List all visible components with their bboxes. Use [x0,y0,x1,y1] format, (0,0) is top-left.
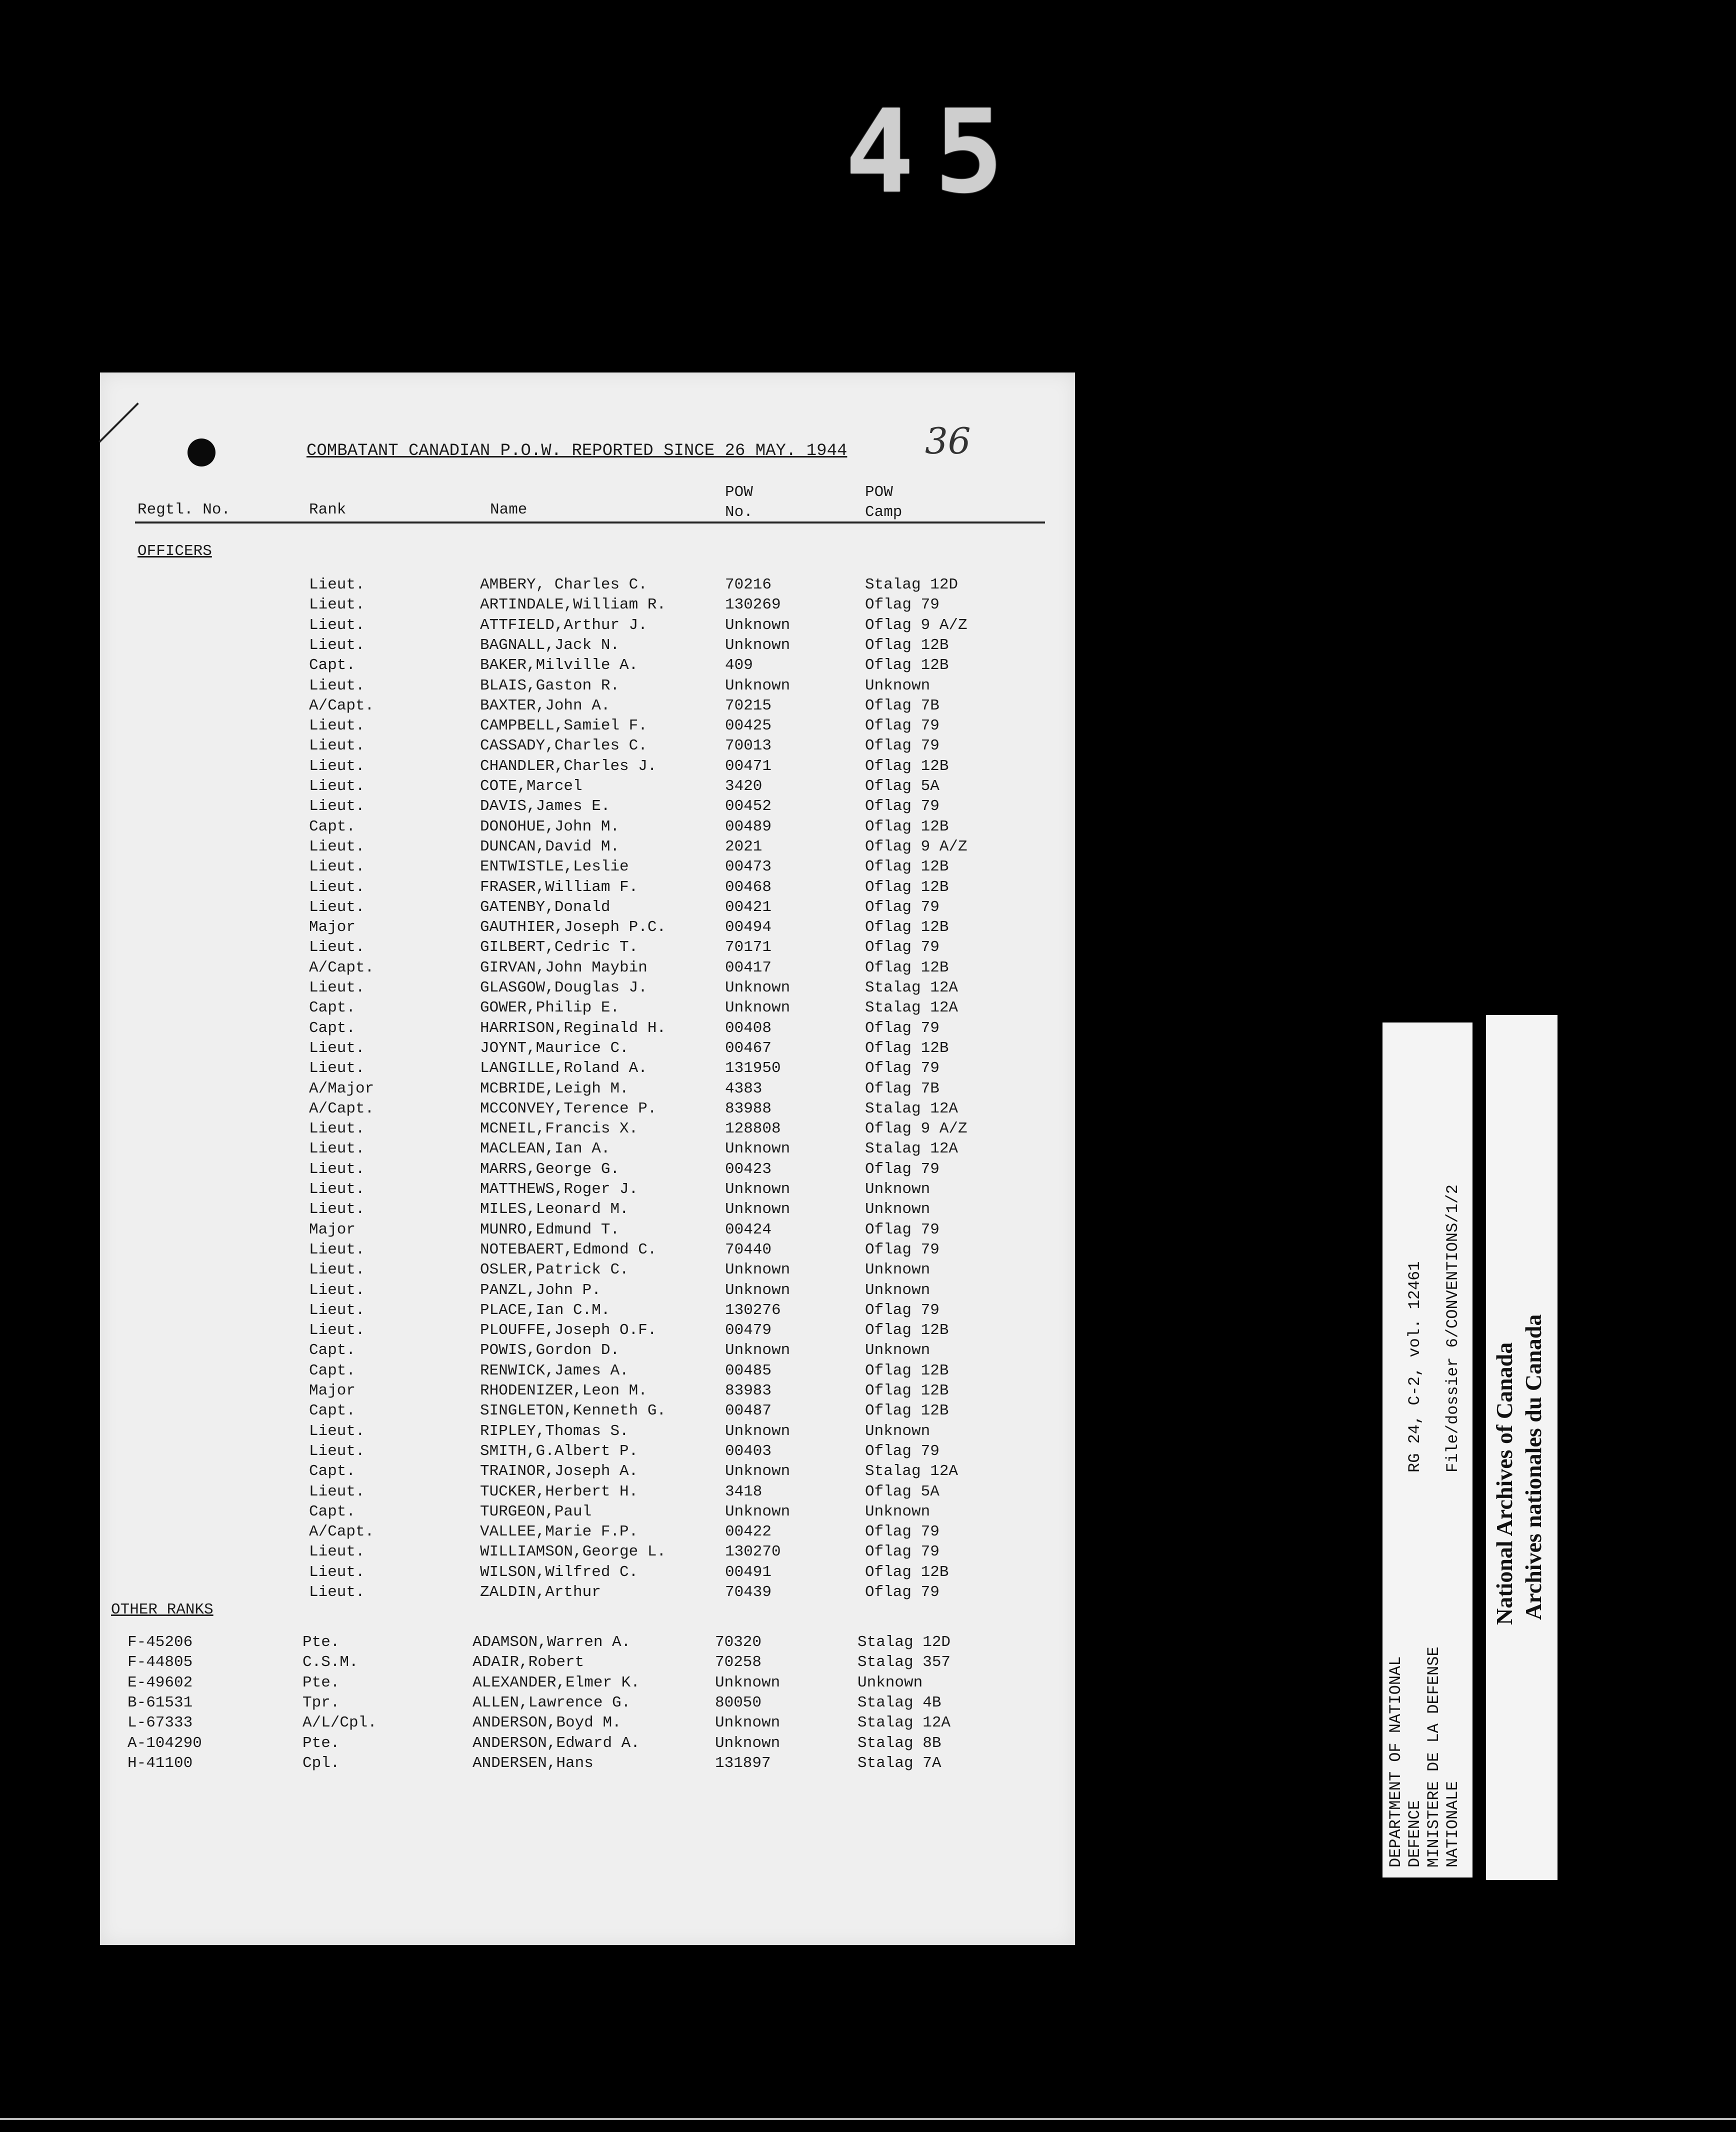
cell-name: ANDERSEN,Hans [472,1754,594,1772]
cell-pow-no: 00485 [725,1362,772,1380]
cell-rank: Cpl. [302,1754,340,1772]
cell-camp: Oflag 12B [865,858,949,876]
cell-rank: Lieut. [309,1160,365,1178]
cell-pow-no: 83988 [725,1100,772,1118]
cell-rank: Lieut. [309,1322,365,1340]
cell-pow-no: 00487 [725,1402,772,1420]
cell-pow-no: 83983 [725,1382,772,1400]
handwritten-page-number: 36 [925,420,971,462]
cell-camp: Stalag 12D [858,1634,951,1651]
cell-rank: A/Capt. [309,1100,374,1118]
cell-camp: Stalag 357 [858,1654,951,1672]
cell-rank: Capt. [309,1342,356,1360]
cell-name: GLASGOW,Douglas J. [480,979,648,996]
cell-camp: Oflag 12B [865,1039,949,1057]
cell-name: ADAIR,Robert [472,1654,584,1672]
cell-camp: Stalag 12A [865,979,958,996]
cell-rank: Lieut. [309,838,365,856]
cell-pow-no: 70171 [725,938,772,956]
cell-camp: Oflag 7B [865,1080,940,1098]
cell-camp: Unknown [865,1180,930,1198]
cell-name: ALLEN,Lawrence G. [472,1694,631,1712]
cell-name: BLAIS,Gaston R. [480,676,620,694]
cell-pow-no: 00489 [725,818,772,836]
cell-pow-no: Unknown [725,1502,790,1520]
cell-name: SMITH,G.Albert P. [480,1442,638,1460]
cell-rank: Lieut. [309,576,365,594]
cell-name: MCNEIL,Francis X. [480,1120,638,1138]
cell-pow-no: 00424 [725,1220,772,1238]
bottom-rule [0,2118,1736,2120]
cell-camp: Stalag 12A [865,1140,958,1158]
stamp-line-1: National Archives of Canada [1492,1342,1517,1625]
cell-camp: Oflag 12B [865,656,949,674]
cell-name: ALEXANDER,Elmer K. [472,1674,640,1692]
cell-camp: Stalag 4B [858,1694,942,1712]
cell-rank: Lieut. [309,1281,365,1299]
cell-name: ARTINDALE,William R. [480,596,666,614]
cell-name: TURGEON,Paul [480,1502,592,1520]
cell-rank: Lieut. [309,596,365,614]
cell-camp: Oflag 12B [865,1322,949,1340]
cell-rank: Lieut. [309,1543,365,1561]
cell-name: BAKER,Milville A. [480,656,638,674]
cell-pow-no: 3418 [725,1482,762,1500]
cell-camp: Oflag 79 [865,938,940,956]
header-pow-camp [865,482,902,522]
cell-regtl-no: F-44805 [128,1654,193,1672]
cell-name: BAXTER,John A. [480,696,610,714]
cell-name: RHODENIZER,Leon M. [480,1382,648,1400]
cell-rank: Lieut. [309,1482,365,1500]
archive-reference-text [1382,1022,1472,1878]
cell-camp: Oflag 79 [865,1220,940,1238]
cell-camp: Oflag 12B [865,918,949,936]
header-pow-camp-line1: POW [865,484,893,501]
cell-rank: Tpr. [302,1694,340,1712]
cell-camp: Oflag 12B [865,818,949,836]
cell-rank: A/Major [309,1080,374,1098]
cell-regtl-no: B-61531 [128,1694,193,1712]
cell-pow-no: Unknown [725,616,790,634]
cell-pow-no: 3420 [725,778,762,795]
cell-rank: Lieut. [309,1584,365,1601]
cell-pow-no: 00423 [725,1160,772,1178]
cell-name: OSLER,Patrick C. [480,1261,629,1279]
cell-camp: Oflag 79 [865,1301,940,1319]
cell-camp: Oflag 12B [865,757,949,775]
cell-name: SINGLETON,Kenneth G. [480,1402,666,1420]
label-line-3: MINISTERE DE LA DEFENSE [1424,1646,1443,1868]
cell-name: ANDERSON,Boyd M. [472,1714,622,1732]
cell-regtl-no: F-45206 [128,1634,193,1651]
cell-pow-no: Unknown [725,1140,790,1158]
cell-name: ANDERSON,Edward A. [472,1734,640,1752]
cell-pow-no: 130270 [725,1543,781,1561]
cell-name: LANGILLE,Roland A. [480,1060,648,1078]
cell-pow-no: 4383 [725,1080,762,1098]
archive-stamp-text [1486,1015,1558,1880]
cell-rank: Capt. [309,999,356,1017]
cell-name: TUCKER,Herbert H. [480,1482,638,1500]
cell-camp: Oflag 79 [865,1584,940,1601]
cell-rank: Lieut. [309,1261,365,1279]
punch-hole [188,438,216,466]
archive-reference-label [1382,1022,1472,1878]
cell-rank: Capt. [309,1502,356,1520]
cell-rank: Lieut. [309,1422,365,1440]
cell-rank: Pte. [302,1634,340,1651]
cell-name: ENTWISTLE,Leslie [480,858,629,876]
cell-rank: A/L/Cpl. [302,1714,377,1732]
cell-pow-no: 70013 [725,737,772,755]
cell-pow-no: Unknown [725,999,790,1017]
cell-pow-no: 70216 [725,576,772,594]
cell-name: AMBERY, Charles C. [480,576,648,594]
cell-name: PANZL,John P. [480,1281,601,1299]
cell-camp: Unknown [865,1502,930,1520]
cell-name: COTE,Marcel [480,778,582,795]
cell-name: GATENBY,Donald [480,898,610,916]
cell-rank: Lieut. [309,676,365,694]
cell-name: MCBRIDE,Leigh M. [480,1080,629,1098]
header-pow-no-line2: No. [725,504,753,521]
cell-name: MCCONVEY,Terence P. [480,1100,657,1118]
cell-name: VALLEE,Marie F.P. [480,1523,638,1541]
cell-camp: Oflag 12B [865,636,949,654]
cell-pow-no: 00421 [725,898,772,916]
cell-camp: Oflag 79 [865,1523,940,1541]
cell-camp: Oflag 79 [865,1019,940,1037]
cell-camp: Unknown [865,1200,930,1218]
cell-camp: Oflag 79 [865,1240,940,1258]
cell-pow-no: 130269 [725,596,781,614]
cell-camp: Oflag 9 A/Z [865,1120,968,1138]
cell-regtl-no: A-104290 [128,1734,202,1752]
cell-camp: Stalag 8B [858,1734,942,1752]
cell-name: RIPLEY,Thomas S. [480,1422,629,1440]
label-line-2: DEFENCE [1406,1800,1424,1868]
cell-pow-no: 00494 [725,918,772,936]
cell-pow-no: 00471 [725,757,772,775]
cell-rank: Major [309,918,356,936]
cell-rank: Lieut. [309,737,365,755]
cell-camp: Oflag 79 [865,596,940,614]
cell-camp: Unknown [858,1674,923,1692]
cell-name: FRASER,William F. [480,878,638,896]
cell-rank: Lieut. [309,979,365,996]
cell-rank: Capt. [309,1462,356,1480]
cell-camp: Oflag 79 [865,1543,940,1561]
pen-mark [98,402,139,443]
cell-rank: Lieut. [309,858,365,876]
cell-rank: Lieut. [309,1039,365,1057]
cell-name: HARRISON,Reginald H. [480,1019,666,1037]
cell-rank: A/Capt. [309,696,374,714]
cell-pow-no: Unknown [725,1422,790,1440]
cell-camp: Stalag 12D [865,576,958,594]
cell-name: GILBERT,Cedric T. [480,938,638,956]
cell-name: MATTHEWS,Roger J. [480,1180,638,1198]
cell-pow-no: Unknown [725,676,790,694]
cell-pow-no: Unknown [725,1200,790,1218]
cell-pow-no: 80050 [715,1694,762,1712]
header-pow-camp-line2: Camp [865,504,902,521]
header-rank: Rank [309,501,346,518]
header-regtl-no: Regtl. No. [138,501,231,518]
cell-regtl-no: E-49602 [128,1674,193,1692]
archive-stamp [1486,1015,1558,1880]
cell-rank: Pte. [302,1674,340,1692]
cell-camp: Unknown [865,676,930,694]
cell-name: CHANDLER,Charles J. [480,757,657,775]
header-pow-no [725,482,753,522]
cell-camp: Stalag 12A [858,1714,951,1732]
label-line-1: DEPARTMENT OF NATIONAL [1386,1656,1405,1868]
cell-rank: Lieut. [309,1563,365,1581]
cell-pow-no: 131897 [715,1754,771,1772]
cell-name: MUNRO,Edmund T. [480,1220,620,1238]
cell-camp: Oflag 79 [865,1060,940,1078]
cell-rank: Lieut. [309,616,365,634]
cell-pow-no: 70215 [725,696,772,714]
cell-rank: Lieut. [309,757,365,775]
cell-name: NOTEBAERT,Edmond C. [480,1240,657,1258]
cell-rank: A/Capt. [309,1523,374,1541]
cell-pow-no: 00425 [725,717,772,735]
cell-camp: Oflag 79 [865,898,940,916]
cell-pow-no: 70439 [725,1584,772,1601]
cell-name: ADAMSON,Warren A. [472,1634,631,1651]
cell-name: MARRS,George G. [480,1160,620,1178]
cell-rank: Lieut. [309,938,365,956]
cell-rank: Lieut. [309,898,365,916]
cell-pow-no: Unknown [715,1734,780,1752]
cell-rank: Capt. [309,1402,356,1420]
cell-camp: Oflag 5A [865,778,940,795]
cell-name: RENWICK,James A. [480,1362,629,1380]
cell-name: GIRVAN,John Maybin [480,958,648,976]
cell-regtl-no: H-41100 [128,1754,193,1772]
cell-rank: Lieut. [309,1120,365,1138]
cell-rank: Major [309,1220,356,1238]
cell-name: JOYNT,Maurice C. [480,1039,629,1057]
label-line-4: NATIONALE [1444,1781,1462,1868]
cell-pow-no: Unknown [715,1674,780,1692]
cell-name: WILLIAMSON,George L. [480,1543,666,1561]
cell-rank: Capt. [309,1362,356,1380]
cell-camp: Unknown [865,1342,930,1360]
cell-name: ATTFIELD,Arthur J. [480,616,648,634]
cell-camp: Oflag 12B [865,1362,949,1380]
stamp-line-2: Archives nationales du Canada [1520,1314,1546,1620]
cell-rank: A/Capt. [309,958,374,976]
cell-pow-no: 130276 [725,1301,781,1319]
cell-rank: Lieut. [309,778,365,795]
cell-camp: Unknown [865,1281,930,1299]
cell-name: MILES,Leonard M. [480,1200,629,1218]
cell-camp: Oflag 79 [865,717,940,735]
cell-camp: Oflag 79 [865,1160,940,1178]
cell-regtl-no: L-67333 [128,1714,193,1732]
cell-name: WILSON,Wilfred C. [480,1563,638,1581]
cell-name: ZALDIN,Arthur [480,1584,601,1601]
frame-number: 45 [845,86,1024,219]
label-ref-1: RG 24, C-2, vol. 12461 [1406,1261,1424,1472]
cell-camp: Oflag 9 A/Z [865,838,968,856]
cell-pow-no: 00408 [725,1019,772,1037]
header-pow-no-line1: POW [725,484,753,501]
cell-pow-no: 00479 [725,1322,772,1340]
cell-rank: Lieut. [309,878,365,896]
cell-pow-no: 00417 [725,958,772,976]
cell-camp: Oflag 7B [865,696,940,714]
cell-camp: Stalag 12A [865,1100,958,1118]
label-ref-2: File/dossier 6/CONVENTIONS/1/2 [1444,1184,1462,1472]
cell-rank: Lieut. [309,636,365,654]
cell-camp: Oflag 79 [865,798,940,816]
cell-camp: Unknown [865,1261,930,1279]
cell-camp: Unknown [865,1422,930,1440]
cell-camp: Oflag 12B [865,1563,949,1581]
cell-name: DUNCAN,David M. [480,838,620,856]
cell-pow-no: 131950 [725,1060,781,1078]
cell-rank: Capt. [309,656,356,674]
cell-pow-no: Unknown [725,1180,790,1198]
cell-pow-no: 409 [725,656,753,674]
header-name: Name [490,501,528,518]
cell-rank: C.S.M. [302,1654,358,1672]
cell-pow-no: Unknown [725,1342,790,1360]
cell-pow-no: Unknown [725,979,790,996]
cell-pow-no: 70320 [715,1634,762,1651]
cell-pow-no: Unknown [725,1281,790,1299]
cell-name: GAUTHIER,Joseph P.C. [480,918,666,936]
cell-name: POWIS,Gordon D. [480,1342,620,1360]
cell-camp: Stalag 12A [865,999,958,1017]
cell-pow-no: 2021 [725,838,762,856]
other-ranks-heading: OTHER RANKS [111,1601,214,1618]
cell-pow-no: 00467 [725,1039,772,1057]
cell-pow-no: Unknown [725,1261,790,1279]
cell-name: DAVIS,James E. [480,798,610,816]
cell-camp: Oflag 12B [865,878,949,896]
cell-name: GOWER,Philip E. [480,999,620,1017]
cell-pow-no: 00491 [725,1563,772,1581]
cell-camp: Oflag 5A [865,1482,940,1500]
cell-rank: Lieut. [309,1060,365,1078]
cell-pow-no: 00452 [725,798,772,816]
document-sheet [100,372,1075,1945]
officers-heading: OFFICERS [138,542,212,560]
cell-pow-no: 70440 [725,1240,772,1258]
cell-pow-no: Unknown [725,1462,790,1480]
cell-rank: Capt. [309,818,356,836]
cell-camp: Stalag 12A [865,1462,958,1480]
cell-camp: Oflag 12B [865,1402,949,1420]
cell-camp: Oflag 79 [865,737,940,755]
cell-rank: Pte. [302,1734,340,1752]
cell-camp: Oflag 12B [865,958,949,976]
cell-name: BAGNALL,Jack N. [480,636,620,654]
cell-name: TRAINOR,Joseph A. [480,1462,638,1480]
cell-rank: Major [309,1382,356,1400]
cell-rank: Lieut. [309,1301,365,1319]
cell-pow-no: 00473 [725,858,772,876]
cell-pow-no: 70258 [715,1654,762,1672]
cell-rank: Lieut. [309,717,365,735]
cell-pow-no: 00403 [725,1442,772,1460]
cell-pow-no: 00422 [725,1523,772,1541]
cell-rank: Lieut. [309,798,365,816]
cell-name: PLOUFFE,Joseph O.F. [480,1322,657,1340]
cell-name: CASSADY,Charles C. [480,737,648,755]
cell-camp: Oflag 9 A/Z [865,616,968,634]
cell-pow-no: 128808 [725,1120,781,1138]
cell-rank: Lieut. [309,1180,365,1198]
cell-rank: Capt. [309,1019,356,1037]
cell-rank: Lieut. [309,1442,365,1460]
cell-name: CAMPBELL,Samiel F. [480,717,648,735]
cell-camp: Oflag 79 [865,1442,940,1460]
cell-rank: Lieut. [309,1240,365,1258]
cell-camp: Oflag 12B [865,1382,949,1400]
cell-name: DONOHUE,John M. [480,818,620,836]
header-rule [135,522,1045,524]
cell-rank: Lieut. [309,1200,365,1218]
cell-name: MACLEAN,Ian A. [480,1140,610,1158]
cell-pow-no: 00468 [725,878,772,896]
cell-pow-no: Unknown [715,1714,780,1732]
cell-rank: Lieut. [309,1140,365,1158]
cell-camp: Stalag 7A [858,1754,942,1772]
cell-name: PLACE,Ian C.M. [480,1301,610,1319]
document-title: COMBATANT CANADIAN P.O.W. REPORTED SINCE 26 MAY. 1944 [306,442,848,460]
cell-pow-no: Unknown [725,636,790,654]
